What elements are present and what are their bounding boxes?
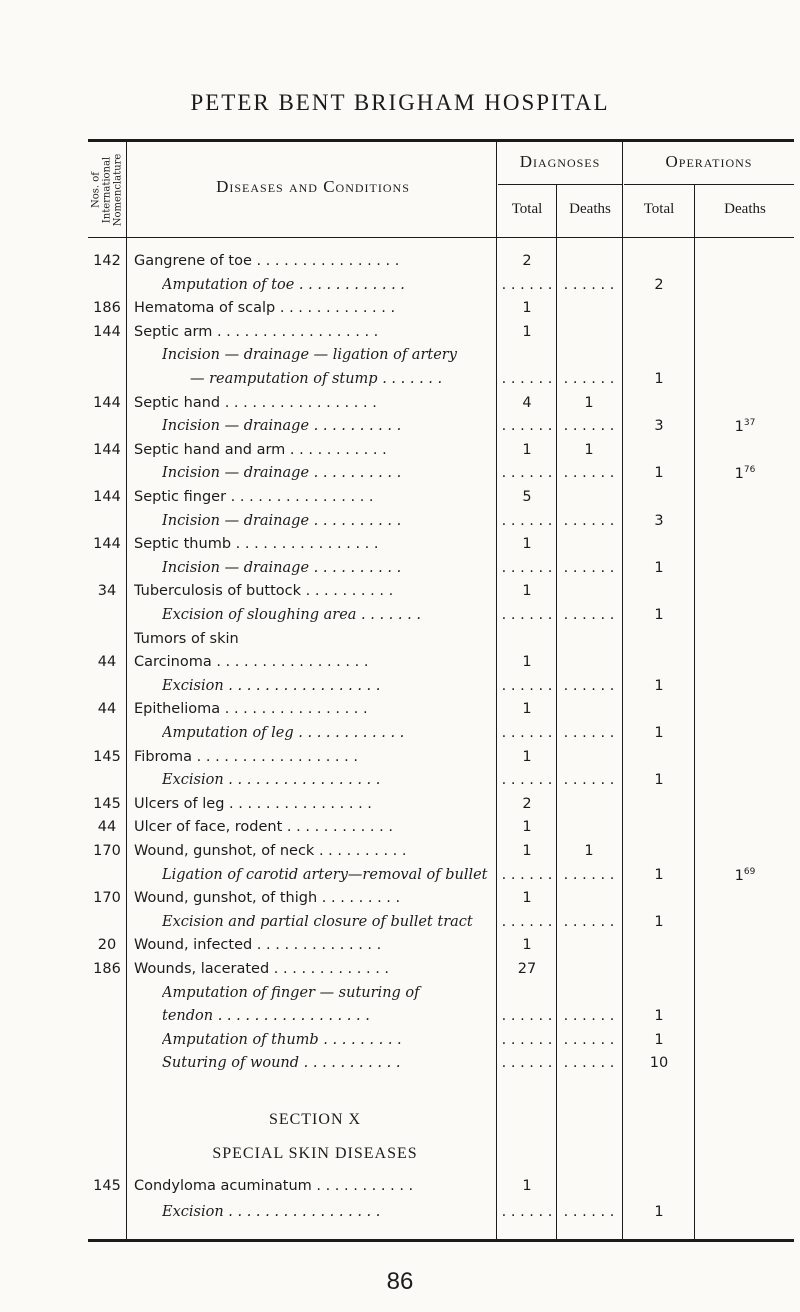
table-row [0,912,800,934]
operations-total: 10 [649,1055,669,1072]
diagnoses-total: 1 [522,583,532,600]
diagnoses-deaths: 1 [584,394,594,411]
row-description: Excision . . . . . . . . . . . . . . . . . [162,677,381,694]
table-row [0,817,800,839]
diagnoses-total: 27 [517,961,537,977]
diagnoses-total: . . . . . . [501,1008,553,1025]
row-description: Hematoma of scalp . . . . . . . . . . . . . [134,300,396,317]
diagnoses-total: . . . . . . [501,418,553,435]
row-description: Incision — drainage . . . . . . . . . . [162,512,402,529]
operations-deaths: $1^{76}$ [734,465,756,483]
diagnoses-total: . . . . . . [501,512,553,529]
operations-total: 2 [654,276,664,293]
row-description: Septic arm . . . . . . . . . . . . . . . . . . [134,323,379,340]
row-description: Excision of sloughing area . . . . . . . [162,607,421,623]
row-number: 44 [97,701,117,718]
row-number: 145 [93,1178,121,1194]
diagnoses-total: . . . . . . [501,725,553,741]
diagnoses-deaths: . . . . . . [563,512,615,529]
diagnoses-deaths: . . . . . . [563,1055,615,1072]
row-number: 144 [93,394,121,411]
table-row [0,959,800,981]
table-row [0,393,800,415]
diagnoses-total: . . . . . . [501,465,553,482]
row-description: Excision and partial closure of bullet tract [162,913,473,930]
row-number: 145 [93,748,121,765]
diagnoses-total: 1 [522,701,532,718]
row-description: Septic finger . . . . . . . . . . . . . . . . [134,489,374,505]
operations-total: 1 [654,1204,664,1220]
row-description: Amputation of thumb . . . . . . . . . [162,1031,402,1048]
row-description: Incision — drainage . . . . . . . . . . [162,465,402,482]
row-number: 44 [97,654,117,671]
diagnoses-total: 2 [522,795,532,812]
operations-total: 1 [654,772,664,789]
diagnoses-total: 1 [522,1178,532,1194]
nos-column-header: Nos. of International Nomenclature [90,153,124,227]
row-number: 34 [97,583,117,600]
diagnoses-total: . . . . . . [501,772,553,789]
ops-sub-rule [624,184,794,185]
table-row [0,345,800,367]
table-row [0,770,800,792]
row-description: Incision — drainage — ligation of artery [162,347,457,364]
table-row [0,298,800,320]
diagnoses-total: . . . . . . [501,677,553,694]
table-row [0,1176,800,1198]
running-head: PETER BENT BRIGHAM HOSPITAL [190,90,610,115]
row-description: Septic hand and arm . . . . . . . . . . . [134,441,387,458]
row-number: 170 [93,843,121,859]
table-row [0,865,800,887]
table-row [0,605,800,627]
diagnoses-total: . . . . . . [501,1055,553,1072]
table-row [0,888,800,910]
row-number: 186 [93,300,121,317]
table-row [0,251,800,273]
row-description: Wound, infected . . . . . . . . . . . . . . [134,937,382,954]
row-description: Amputation of toe . . . . . . . . . . . . [162,276,405,293]
table-row [0,1202,800,1224]
diagnoses-total: 4 [522,394,532,411]
operations-total: 1 [654,725,664,741]
row-number: 144 [93,536,121,553]
table-row [0,558,800,580]
operations-total: 1 [654,559,664,576]
diagnoses-total: 1 [522,441,532,458]
table-row [0,1030,800,1052]
row-number: 142 [93,253,121,269]
diagnoses-total: . . . . . . [501,607,553,623]
table-row [0,983,800,1005]
operations-total: 3 [654,512,664,529]
table-row [0,841,800,863]
row-description: Ulcers of leg . . . . . . . . . . . . . . . . [134,795,372,812]
row-description: Wound, gunshot, of thigh . . . . . . . . . [134,890,401,907]
diagnoses-deaths: . . . . . . [563,1008,615,1025]
operations-deaths: $1^{69}$ [734,866,756,884]
row-number: 144 [93,489,121,505]
diagnoses-column-header: Diagnoses [519,152,601,171]
row-number: 144 [93,441,121,458]
table-row [0,1006,800,1028]
table-row [0,1053,800,1075]
operations-total: 1 [654,866,664,883]
row-description: — reamputation of stump . . . . . . . [190,371,443,387]
table-top-rule [88,139,794,142]
table-row [0,581,800,603]
page-number: 86 [386,1268,414,1295]
operations-total: 1 [654,607,664,623]
table-row [0,511,800,533]
row-description: Wound, gunshot, of neck . . . . . . . . . . [134,843,407,859]
row-description: Septic hand . . . . . . . . . . . . . . . . . [134,394,377,411]
table-row [0,723,800,745]
header-bottom-rule [88,237,794,238]
diagnoses-deaths: . . . . . . [563,913,615,930]
row-number: 44 [97,819,117,836]
diagnoses-total: 1 [522,748,532,765]
diagnoses-total: . . . . . . [501,371,553,387]
table-row [0,652,800,674]
row-number: 144 [93,323,121,340]
diagnoses-total: 1 [522,937,532,954]
diagnoses-total: 1 [522,654,532,671]
row-description: Ligation of carotid artery—removal of bullet [162,866,488,883]
row-number: 186 [93,961,121,977]
row-description: Septic thumb . . . . . . . . . . . . . . . . [134,536,379,553]
table-row [0,676,800,698]
ops-total-header: Total [643,201,675,217]
diagnoses-total: 1 [522,843,532,859]
diag-sub-rule [498,184,622,185]
operations-deaths-superscript: 76 [743,465,756,476]
diagnoses-total: 5 [522,489,532,505]
diagnoses-deaths: . . . . . . [563,559,615,576]
row-number: 170 [93,890,121,907]
table-row [0,794,800,816]
operations-deaths-superscript: 69 [743,866,756,877]
diagnoses-deaths: . . . . . . [563,677,615,694]
row-description: Excision . . . . . . . . . . . . . . . . . [162,1204,381,1220]
diagnoses-deaths: . . . . . . [563,1031,615,1048]
row-number: 20 [97,937,117,954]
diagnoses-deaths: 1 [584,441,594,458]
table-bottom-rule [88,1239,794,1242]
diagnoses-deaths: . . . . . . [563,276,615,293]
diagnoses-deaths: 1 [584,843,594,859]
table-row [0,629,800,651]
diagnoses-total: . . . . . . [501,866,553,883]
section-title: SECTION X [268,1111,362,1128]
diagnoses-deaths: . . . . . . [563,418,615,435]
operations-deaths: $1^{37}$ [734,418,756,436]
diagnoses-total: . . . . . . [501,913,553,930]
operations-total: 1 [654,465,664,482]
row-description: Tuberculosis of buttock . . . . . . . . . . [134,583,394,600]
table-row [0,699,800,721]
row-description: Suturing of wound . . . . . . . . . . . [162,1055,401,1072]
table-row [0,440,800,462]
row-description: Carcinoma . . . . . . . . . . . . . . . . . [134,654,369,671]
table-row [0,416,800,438]
diagnoses-total: . . . . . . [501,559,553,576]
row-description: Gangrene of toe . . . . . . . . . . . . . . . . [134,253,400,269]
diagnoses-total: 1 [522,323,532,340]
diagnoses-deaths: . . . . . . [563,607,615,623]
row-description: Amputation of finger — suturing of [162,984,420,1001]
ops-deaths-header: Deaths [724,201,766,217]
table-row [0,275,800,297]
diagnoses-deaths: . . . . . . [563,465,615,482]
operations-total: 1 [654,1031,664,1048]
table-row [0,534,800,556]
diagnoses-total: 1 [522,536,532,553]
row-description: Incision — drainage . . . . . . . . . . [162,559,402,576]
row-description: Epithelioma . . . . . . . . . . . . . . . . [134,701,368,718]
diagnoses-deaths: . . . . . . [563,866,615,883]
row-description: Excision . . . . . . . . . . . . . . . . . [162,772,381,789]
diagnoses-total: . . . . . . [501,1031,553,1048]
row-description: Condyloma acuminatum . . . . . . . . . . . [134,1178,414,1194]
row-description: Tumors of skin [134,630,239,647]
operations-total: 1 [654,371,664,387]
diagnoses-deaths: . . . . . . [563,772,615,789]
section-subtitle: SPECIAL SKIN DISEASES [212,1145,418,1162]
operations-total: 1 [654,913,664,930]
table-row [0,747,800,769]
operations-total: 1 [654,1008,664,1025]
row-description: Amputation of leg . . . . . . . . . . . . [162,725,405,741]
table-row [0,463,800,485]
operations-total: 1 [654,677,664,694]
diagnoses-total: 2 [522,253,532,269]
row-description: Fibroma . . . . . . . . . . . . . . . . . . [134,748,358,765]
row-description: Ulcer of face, rodent . . . . . . . . . . . . [134,819,393,836]
diagnoses-deaths: . . . . . . [563,725,615,741]
table-row [0,935,800,957]
diagnoses-total: 1 [522,300,532,317]
table-row [0,369,800,391]
diagnoses-total: 1 [522,890,532,907]
operations-total: 3 [654,418,664,435]
diag-total-header: Total [511,201,543,217]
operations-deaths-superscript: 37 [743,418,756,429]
row-description: Incision — drainage . . . . . . . . . . [162,418,402,435]
diseases-column-header: Diseases and Conditions [216,177,410,196]
diagnoses-total: . . . . . . [501,1204,553,1220]
diagnoses-total: 1 [522,819,532,836]
row-description: tendon . . . . . . . . . . . . . . . . . [162,1008,370,1025]
operations-column-header: Operations [665,152,753,171]
row-number: 145 [93,795,121,812]
diagnoses-deaths: . . . . . . [563,1204,615,1220]
diag-deaths-header: Deaths [569,201,611,217]
diagnoses-total: . . . . . . [501,276,553,293]
table-row [0,322,800,344]
table-row [0,487,800,509]
diagnoses-deaths: . . . . . . [563,371,615,387]
row-description: Wounds, lacerated . . . . . . . . . . . . . [134,961,390,977]
